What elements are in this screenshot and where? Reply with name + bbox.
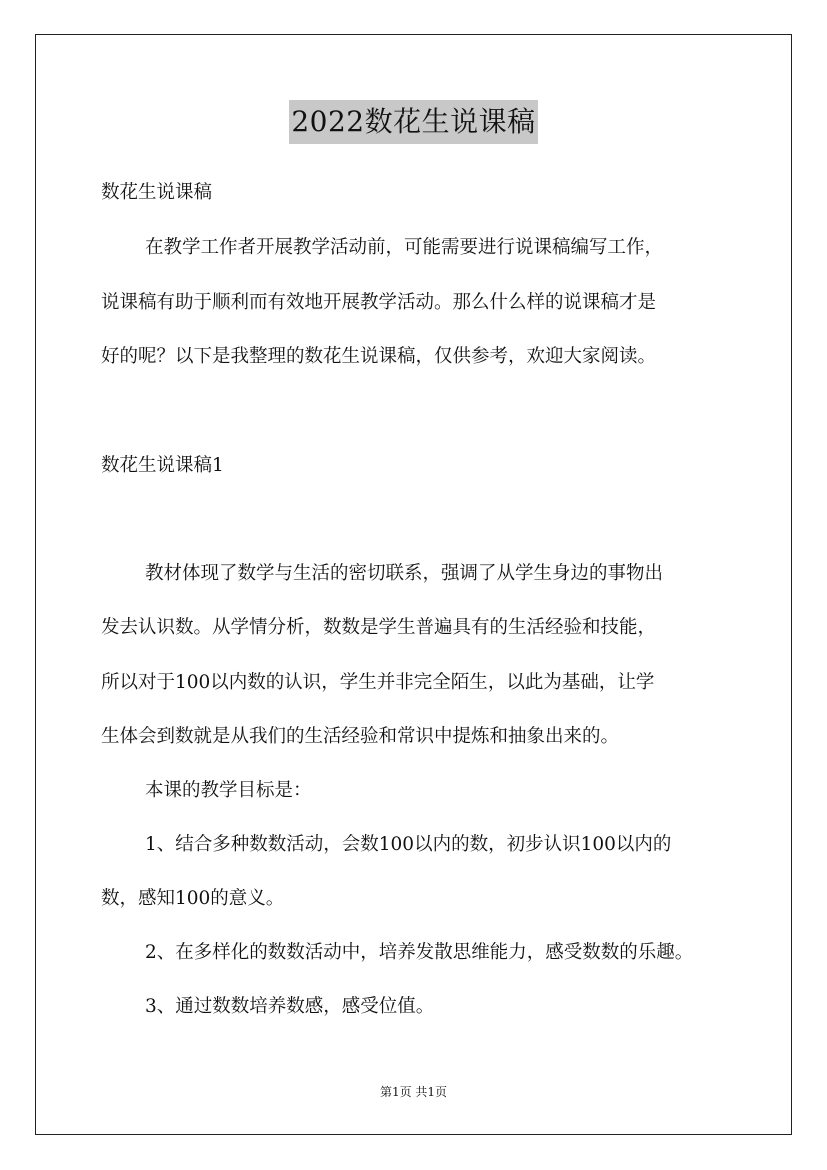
page-footer: 第1页 共1页 [379, 1085, 448, 1099]
paragraph-line: 发去认识数。从学情分析，数数是学生普遍具有的生活经验和技能， [101, 617, 657, 638]
paragraph-line: 本课的教学目标是： [145, 780, 312, 801]
paragraph-line: 说课稿有助于顺利而有效地开展教学活动。那么什么样的说课稿才是 [101, 292, 657, 313]
document-title: 2022数花生说课稿 [289, 100, 537, 144]
paragraph-line: 所以对于100以内数的认识，学生并非完全陌生，以此为基础，让学 [101, 672, 655, 693]
list-item-continuation: 数，感知100的意义。 [101, 888, 285, 909]
title-block [0, 100, 827, 144]
paragraph-line: 生体会到数就是从我们的生活经验和常识中提炼和抽象出来的。 [101, 726, 620, 747]
subsection-heading: 数花生说课稿1 [101, 455, 224, 476]
section-heading: 数花生说课稿 [101, 182, 213, 203]
list-item: 1、结合多种数数活动，会数100以内的数，初步认识100以内的 [145, 834, 672, 855]
paragraph-line: 在教学工作者开展教学活动前，可能需要进行说课稿编写工作， [145, 237, 664, 258]
paragraph-line: 好的呢？以下是我整理的数花生说课稿，仅供参考，欢迎大家阅读。 [101, 346, 657, 367]
list-item: 2、在多样化的数数活动中，培养发散思维能力，感受数数的乐趣。 [145, 942, 694, 963]
list-item: 3、通过数数培养数感，感受位值。 [145, 996, 435, 1017]
paragraph-line: 教材体现了数学与生活的密切联系，强调了从学生身边的事物出 [145, 563, 664, 584]
